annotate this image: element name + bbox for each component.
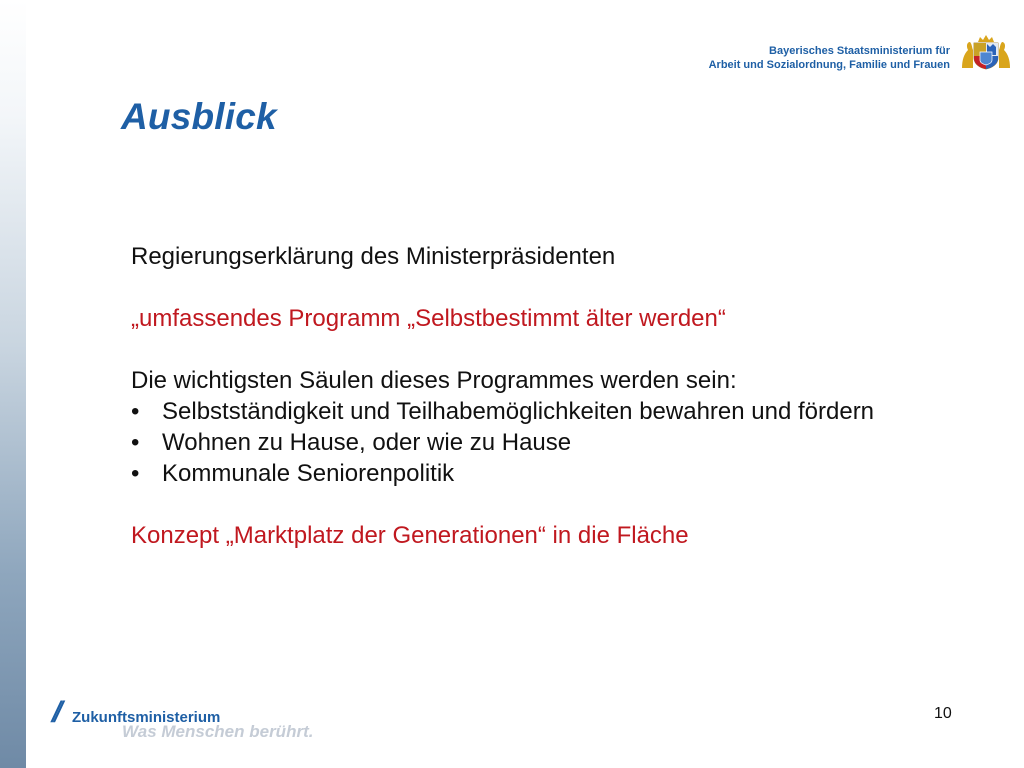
logo-tagline: Was Menschen berührt. [122, 722, 314, 741]
zukunftsministerium-logo [52, 698, 312, 748]
ministry-name-line2: Arbeit und Sozialordnung, Familie und Frauen [708, 59, 950, 71]
double-slash-icon: // [52, 696, 57, 729]
bavarian-coat-of-arms-icon [960, 34, 1012, 70]
bullet-icon: • [131, 398, 140, 425]
slide-title: Ausblick [121, 96, 277, 137]
spacer [131, 489, 991, 520]
logo-name: Zukunftsministerium [72, 709, 221, 726]
concept-text: Konzept „Marktplatz der Generationen“ in die Fläche [131, 522, 689, 549]
intro-text: Regierungserklärung des Ministerpräsidenten [131, 243, 616, 270]
pillars-list [131, 396, 991, 489]
list-item-text: Kommunale Seniorenpolitik [162, 460, 455, 487]
ministry-name-line1: Bayerisches Staatsministerium für [769, 45, 950, 57]
pillars-heading: Die wichtigsten Säulen dieses Programmes werden sein: [131, 367, 737, 394]
list-item [131, 396, 991, 427]
bullet-icon: • [131, 429, 140, 456]
slide-body [131, 241, 991, 551]
program-text: „umfassendes Programm „Selbstbestimmt älter werden“ [131, 305, 726, 332]
bullet-icon: • [131, 460, 140, 487]
list-item [131, 427, 991, 458]
spacer [131, 334, 991, 365]
list-item-text: Selbstständigkeit und Teilhabemöglichkeiten bewahren und fördern [162, 398, 875, 425]
spacer [131, 272, 991, 303]
ministry-name [700, 44, 950, 72]
page-number: 10 [934, 705, 952, 722]
list-item-text: Wohnen zu Hause, oder wie zu Hause [162, 429, 572, 456]
list-item [131, 458, 991, 489]
decorative-side-strip [0, 0, 26, 768]
